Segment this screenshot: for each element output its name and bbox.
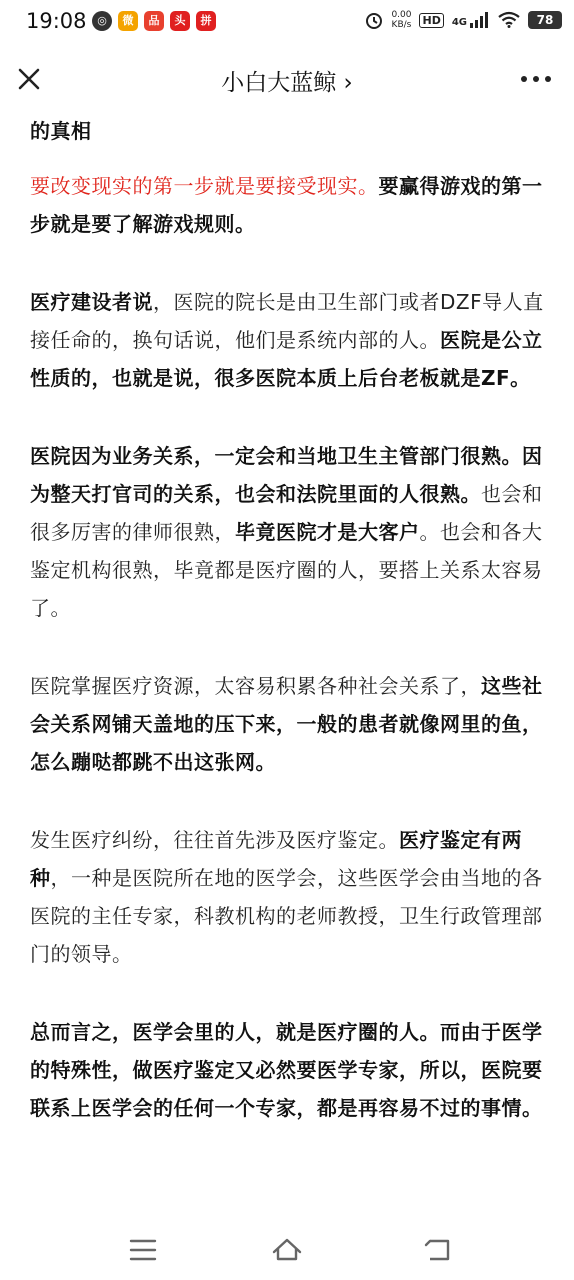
body-text: 发生医疗纠纷，往往首先涉及医疗鉴定。 (30, 828, 399, 852)
net-speed (391, 10, 411, 30)
clipped-paragraph: 的真相 (30, 119, 92, 143)
bold-text: 医疗鉴定有两种 (30, 828, 522, 890)
bold-text: 要赢得游戏的第一步就是要了解游戏规则。 (30, 174, 543, 236)
network-indicator (452, 12, 490, 28)
bold-text: 毕竟医院才是大客户 (235, 520, 420, 544)
net-speed-value: 0.00 (391, 10, 412, 20)
paragraph-3 (30, 437, 544, 627)
bold-text: 医院是公立性质的，也就是说，很多医院本质上后台老板就是ZF。 (30, 328, 543, 390)
body-text: 医院掌握医疗资源，太容易积累各种社会关系了， (30, 674, 481, 698)
body-text: 也会和很多厉害的律师很熟， (30, 482, 543, 544)
body-text: ，一种是医院所在地的医学会，这些医学会由当地的各医院的主任专家，科教机构的老师教授，卫生行政管理部门的领导。 (30, 866, 543, 966)
paragraph-1 (30, 167, 544, 243)
article-body (30, 112, 544, 1220)
highlight-red-text: 要改变现实的第一步就是要接受现实。 (30, 174, 379, 198)
status-bar (0, 0, 574, 46)
app-icon-4: 头 (170, 11, 190, 31)
paragraph-4 (30, 667, 544, 781)
status-indicators (365, 10, 562, 30)
body-text: ，医院的院长是由卫生部门或者DZF导人直接任命的，换句话说，他们是系统内部的人。 (30, 290, 544, 352)
paragraph-5 (30, 821, 544, 973)
wifi-icon (498, 12, 520, 28)
app-icon-5: 拼 (196, 11, 216, 31)
status-app-icons (92, 11, 216, 31)
paragraph-6 (30, 1013, 544, 1127)
app-icon-3: 品 (144, 11, 164, 31)
bold-text: 总而言之，医学会里的人，就是医疗圈的人。而由于医学的特殊性，做医疗鉴定又必然要医学专家，所以，医院要联系上医学会的任何一个专家，都是再容易不过的事情。 (30, 1020, 543, 1120)
system-nav-bar (0, 1220, 574, 1280)
bold-text: 医院因为业务关系，一定会和当地卫生主管部门很熟。因为整天打官司的关系，也会和法院里面的人很熟。 (30, 444, 543, 506)
top-nav-bar (0, 46, 574, 112)
paragraph-2 (30, 283, 544, 397)
network-type: 4G (451, 17, 467, 28)
body-text: 。也会和各大鉴定机构很熟，毕竟都是医疗圈的人，要搭上关系太容易了。 (30, 520, 543, 620)
bold-text: 医疗建设者说 (30, 290, 153, 314)
status-time: 19:08 (26, 9, 87, 33)
account-title[interactable]: 小白大蓝鲸 › (221, 70, 353, 96)
alarm-icon (365, 11, 383, 29)
signal-icon (470, 12, 490, 28)
battery-indicator: 78 (528, 11, 562, 29)
back-icon[interactable] (420, 1232, 456, 1268)
home-icon[interactable] (269, 1232, 305, 1268)
bold-text: 这些社会关系网铺天盖地的压下来，一般的患者就像网里的鱼，怎么蹦哒都跳不出这张网。 (30, 674, 543, 774)
weibo-icon: 微 (118, 11, 138, 31)
hd-indicator: HD (419, 13, 443, 28)
menu-icon[interactable] (125, 1232, 161, 1268)
net-speed-unit: KB/s (391, 20, 412, 30)
more-options-icon[interactable] (516, 64, 556, 94)
app-icon-1: ◎ (92, 11, 112, 31)
